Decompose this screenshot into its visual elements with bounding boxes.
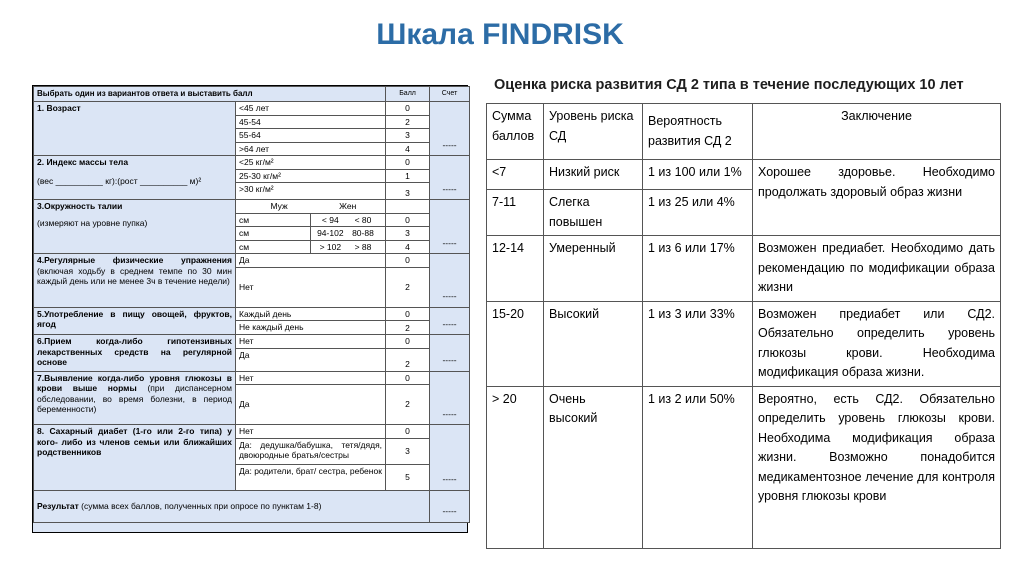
score-cell[interactable]: ----- bbox=[430, 425, 470, 491]
risk-probability: 1 из 6 или 17% bbox=[643, 236, 753, 302]
risk-level: Высокий bbox=[544, 301, 643, 386]
question-family-diabetes: 8. Сахарный диабет (1-го или 2-го типа) у кого- либо из членов семьи или ближайших родственников bbox=[34, 425, 236, 491]
risk-probability: 1 из 25 или 4% bbox=[643, 190, 753, 236]
points: 0 bbox=[386, 425, 430, 439]
question-high-glucose: 7.Выявление когда-либо уровня глюкозы в крови выше нормы (при диспансерном обследовании, во время болезни, в период беременности) bbox=[34, 371, 236, 425]
option[interactable]: Нет bbox=[236, 267, 386, 307]
question-waist: 3.Окружность талии (измеряют на уровне пупка) bbox=[34, 200, 236, 254]
page-title: Шкала FINDRISK bbox=[376, 18, 624, 51]
unit: см bbox=[236, 227, 311, 241]
option[interactable]: 45-54 bbox=[236, 115, 386, 129]
option[interactable]: 94-102 80-88 bbox=[311, 227, 386, 241]
risk-sum: <7 bbox=[487, 160, 544, 190]
score-cell[interactable]: ----- bbox=[430, 335, 470, 372]
points: 0 bbox=[386, 213, 430, 227]
points: 2 bbox=[386, 115, 430, 129]
score-cell[interactable]: ----- bbox=[430, 102, 470, 156]
points: 0 bbox=[386, 307, 430, 321]
points: 5 bbox=[386, 464, 430, 490]
option[interactable]: <45 лет bbox=[236, 102, 386, 116]
option[interactable]: Да bbox=[236, 348, 386, 371]
sex-header: Муж Жен bbox=[236, 200, 386, 214]
option[interactable]: Не каждый день bbox=[236, 321, 386, 335]
points: 1 bbox=[386, 169, 430, 183]
points: 0 bbox=[386, 371, 430, 385]
points: 2 bbox=[386, 267, 430, 307]
unit: см bbox=[236, 240, 311, 254]
score-header: Счет bbox=[430, 87, 470, 102]
points: 3 bbox=[386, 129, 430, 143]
risk-sum: 12-14 bbox=[487, 236, 544, 302]
option[interactable]: Да: дедушка/бабушка, тетя/дядя, двоюродные братья/сестры bbox=[236, 438, 386, 464]
points-header: Балл bbox=[386, 87, 430, 102]
score-cell[interactable]: ----- bbox=[430, 200, 470, 254]
option[interactable]: Нет bbox=[236, 425, 386, 439]
option[interactable]: Нет bbox=[236, 371, 386, 385]
option[interactable]: >64 лет bbox=[236, 142, 386, 156]
option[interactable]: Нет bbox=[236, 335, 386, 349]
points: 4 bbox=[386, 142, 430, 156]
risk-probability: 1 из 100 или 1% bbox=[643, 160, 753, 190]
findrisk-questionnaire bbox=[32, 85, 468, 533]
result-score-cell[interactable]: ----- bbox=[430, 490, 470, 522]
question-bmi: 2. Индекс массы тела (вес __________ кг):(рост __________ м)² bbox=[34, 156, 236, 200]
option[interactable]: 55-64 bbox=[236, 129, 386, 143]
points: 0 bbox=[386, 335, 430, 349]
header-sum: Сумма баллов bbox=[487, 104, 544, 160]
header-level: Уровень риска СД bbox=[544, 104, 643, 160]
option[interactable]: Да bbox=[236, 385, 386, 425]
option[interactable]: Да bbox=[236, 254, 386, 268]
score-cell[interactable]: ----- bbox=[430, 371, 470, 425]
risk-level: Слегка повышен bbox=[544, 190, 643, 236]
risk-sum: 7-11 bbox=[487, 190, 544, 236]
unit: см bbox=[236, 213, 311, 227]
risk-conclusion: Вероятно, есть СД2. Обязательно определить уровень глюкозы крови. Необходима модификация образа жизни. Возможно понадобится медикаментозное лечение для контроля уровня глюкозы крови bbox=[753, 386, 1001, 548]
question-hypertension-drugs: 6.Прием когда-либо гипотензивных лекарственных средств на регулярной основе bbox=[34, 335, 236, 372]
points: 2 bbox=[386, 321, 430, 335]
instruction-header: Выбрать один из вариантов ответа и выставить балл bbox=[34, 87, 386, 102]
risk-level: Очень высокий bbox=[544, 386, 643, 548]
points: 0 bbox=[386, 254, 430, 268]
points: 3 bbox=[386, 438, 430, 464]
header-conclusion: Заключение bbox=[753, 104, 1001, 160]
risk-conclusion: Возможен предиабет или СД2. Обязательно определить уровень глюкозы крови. Необходима модификация образа жизни. bbox=[753, 301, 1001, 386]
option[interactable]: Каждый день bbox=[236, 307, 386, 321]
risk-probability: 1 из 2 или 50% bbox=[643, 386, 753, 548]
option[interactable]: <25 кг/м² bbox=[236, 156, 386, 170]
points: 2 bbox=[386, 385, 430, 425]
points: 0 bbox=[386, 102, 430, 116]
score-cell[interactable]: ----- bbox=[430, 254, 470, 308]
option[interactable]: < 94 < 80 bbox=[311, 213, 386, 227]
question-vegetables: 5.Употребление в пищу овощей, фруктов, ягод bbox=[34, 307, 236, 335]
risk-table bbox=[486, 103, 1001, 549]
question-age: 1. Возраст bbox=[34, 102, 236, 156]
risk-level: Умеренный bbox=[544, 236, 643, 302]
result-row: Результат (сумма всех баллов, полученных при опросе по пунктам 1-8) bbox=[34, 490, 430, 522]
risk-conclusion: Хорошее здоровье. Необходимо продолжать здоровый образ жизни bbox=[753, 160, 1001, 236]
questionnaire-table bbox=[33, 86, 470, 523]
option[interactable]: >30 кг/м² bbox=[236, 183, 386, 200]
risk-conclusion: Возможен предиабет. Необходимо дать рекомендацию по модификации образа жизни bbox=[753, 236, 1001, 302]
risk-table-title: Оценка риска развития СД 2 типа в течение последующих 10 лет bbox=[494, 77, 964, 93]
option[interactable]: > 102 > 88 bbox=[311, 240, 386, 254]
question-exercise: 4.Регулярные физические упражнения (включая ходьбу в среднем темпе по 30 мин каждый день или не менее 3ч в течение недели) bbox=[34, 254, 236, 308]
points: 3 bbox=[386, 183, 430, 200]
points: 2 bbox=[386, 348, 430, 371]
score-cell[interactable]: ----- bbox=[430, 307, 470, 335]
risk-level: Низкий риск bbox=[544, 160, 643, 190]
header-probability: Вероятность развития СД 2 bbox=[643, 104, 753, 160]
score-cell[interactable]: ----- bbox=[430, 156, 470, 200]
option[interactable]: 25-30 кг/м² bbox=[236, 169, 386, 183]
risk-probability: 1 из 3 или 33% bbox=[643, 301, 753, 386]
points: 4 bbox=[386, 240, 430, 254]
points: 0 bbox=[386, 156, 430, 170]
risk-sum: 15-20 bbox=[487, 301, 544, 386]
risk-sum: > 20 bbox=[487, 386, 544, 548]
option[interactable]: Да: родители, брат/ сестра, ребенок bbox=[236, 464, 386, 490]
points: 3 bbox=[386, 227, 430, 241]
